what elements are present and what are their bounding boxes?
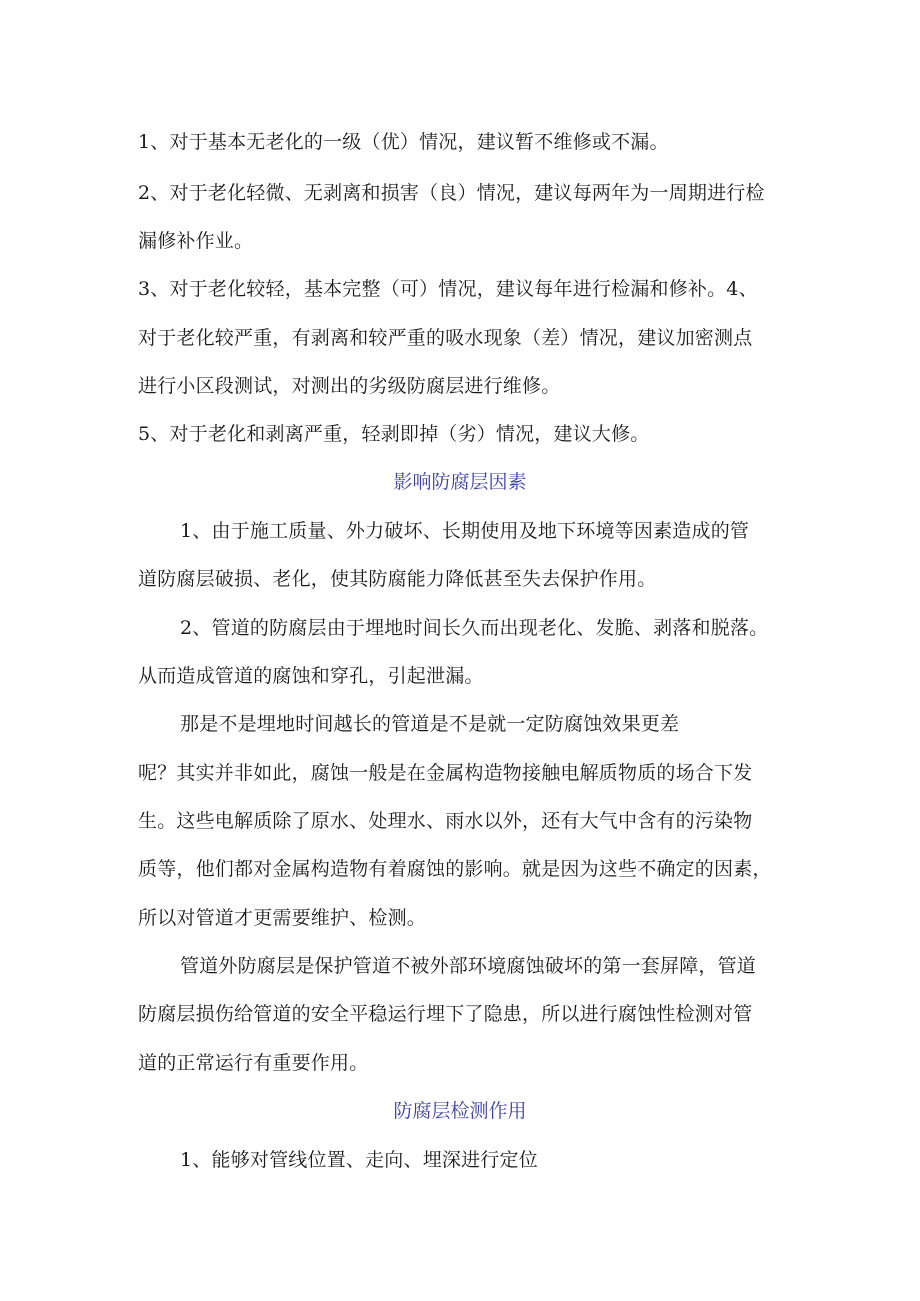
factor-2-line-1: 2、管道的防腐层由于埋地时间长久而出现老化、发脆、剥落和脱落。 bbox=[180, 617, 769, 639]
section-heading-detection: 防腐层检测作用 bbox=[393, 1100, 527, 1122]
list-item-4-line-1: 对于老化较严重，有剥离和较严重的吸水现象（差）情况，建议加密测点 bbox=[138, 327, 753, 349]
factor-1-line-2: 道防腐层破损、老化，使其防腐能力降低甚至失去保护作用。 bbox=[138, 568, 657, 590]
list-item-5: 5、对于老化和剥离严重，轻剥即掉（劣）情况，建议大修。 bbox=[138, 423, 650, 445]
paragraph-question-line-2: 呢？其实并非如此，腐蚀一般是在金属构造物接触电解质物质的场合下发 bbox=[138, 762, 753, 784]
paragraph-barrier-line-3: 道的正常运行有重要作用。 bbox=[138, 1052, 369, 1074]
list-item-4-line-2: 进行小区段测试，对测出的劣级防腐层进行维修。 bbox=[138, 375, 561, 397]
list-item-3-line-1: 3、对于老化较轻，基本完整（可）情况，建议每年进行检漏和修补。4、 bbox=[138, 278, 758, 300]
paragraph-question-line-5: 所以对管道才更需要维护、检测。 bbox=[138, 907, 427, 929]
list-item-1: 1、对于基本无老化的一级（优）情况，建议暂不维修或不漏。 bbox=[138, 131, 669, 153]
paragraph-barrier-line-2: 防腐层损伤给管道的安全平稳运行埋下了隐患，所以进行腐蚀性检测对管 bbox=[138, 1003, 753, 1025]
list-item-2-line-1: 2、对于老化轻微、无剥离和损害（良）情况，建议每两年为一周期进行检 bbox=[138, 182, 765, 204]
list-item-2-line-2: 漏修补作业。 bbox=[138, 230, 254, 252]
paragraph-question-line-1: 那是不是埋地时间越长的管道是不是就一定防腐蚀效果更差 bbox=[180, 713, 680, 735]
paragraph-barrier-line-1: 管道外防腐层是保护管道不被外部环境腐蚀破坏的第一套屏障，管道 bbox=[180, 955, 757, 977]
paragraph-question-line-3: 生。这些电解质除了原水、处理水、雨水以外，还有大气中含有的污染物 bbox=[138, 810, 753, 832]
factor-2-line-2: 从而造成管道的腐蚀和穿孔，引起泄漏。 bbox=[138, 665, 484, 687]
section-heading-factors: 影响防腐层因素 bbox=[393, 471, 527, 493]
detection-item-1: 1、能够对管线位置、走向、埋深进行定位 bbox=[180, 1149, 538, 1171]
paragraph-question-line-4: 质等，他们都对金属构造物有着腐蚀的影响。就是因为这些不确定的因素， bbox=[138, 858, 772, 880]
factor-1-line-1: 1、由于施工质量、外力破坏、长期使用及地下环境等因素造成的管 bbox=[180, 520, 750, 542]
